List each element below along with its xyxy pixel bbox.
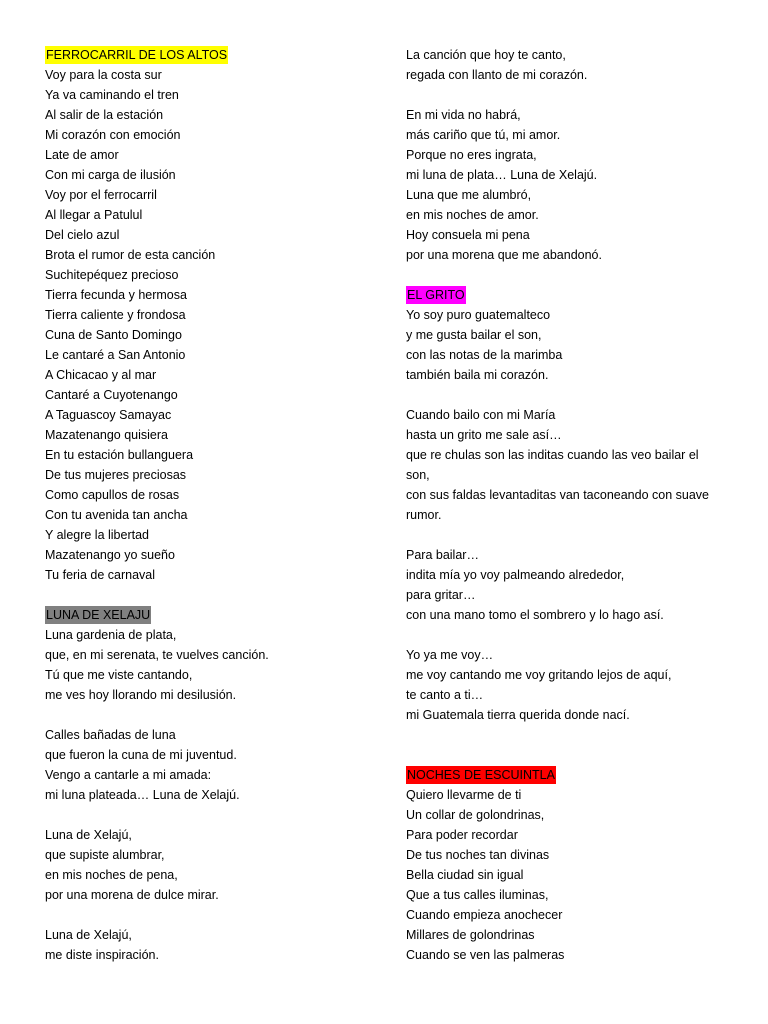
song-luna xyxy=(45,605,375,625)
lyric-line xyxy=(45,905,375,925)
lyric-line: Tierra caliente y frondosa xyxy=(45,308,186,322)
lyric-line: por una morena de dulce mirar. xyxy=(45,888,219,902)
lyric-line: Para bailar… xyxy=(406,548,479,562)
lyric-line xyxy=(406,385,726,405)
lyric-line: Late de amor xyxy=(45,148,119,162)
left-column xyxy=(45,45,375,965)
lyric-line: Del cielo azul xyxy=(45,228,120,242)
lyric-line: con sus faldas levantaditas van taconeando con suave xyxy=(406,488,709,502)
lyric-line: en mis noches de amor. xyxy=(406,208,539,222)
lyric-line xyxy=(406,745,726,765)
lyric-line: para gritar… xyxy=(406,588,476,602)
lyric-line: también baila mi corazón. xyxy=(406,368,549,382)
lyric-line: rumor. xyxy=(406,508,442,522)
lyric-line: Y alegre la libertad xyxy=(45,528,150,542)
lyric-line: mi Guatemala tierra querida donde nací. xyxy=(406,708,630,722)
song-title-ferrocarril: FERROCARRIL DE LOS ALTOS xyxy=(46,48,228,62)
song-lyrics-noches xyxy=(406,785,726,965)
lyric-line: Quiero llevarme de ti xyxy=(406,788,522,802)
lyric-line: Luna gardenia de plata, xyxy=(45,628,177,642)
lyric-line: Tú que me viste cantando, xyxy=(45,668,193,682)
lyric-line: De tus mujeres preciosas xyxy=(45,468,187,482)
lyric-line: Luna que me alumbró, xyxy=(406,188,532,202)
lyric-line: De tus noches tan divinas xyxy=(406,848,550,862)
lyric-line: A Taguascoy Samayac xyxy=(45,408,172,422)
lyric-line: Le cantaré a San Antonio xyxy=(45,348,186,362)
section-spacer xyxy=(406,265,726,285)
lyric-line: En tu estación bullanguera xyxy=(45,448,194,462)
right-column xyxy=(406,45,726,965)
song-title-grito: EL GRITO xyxy=(407,288,465,302)
lyric-line: más cariño que tú, mi amor. xyxy=(406,128,561,142)
lyric-line: Mi corazón con emoción xyxy=(45,128,181,142)
lyric-line: Con mi carga de ilusión xyxy=(45,168,176,182)
lyric-line: En mi vida no habrá, xyxy=(406,108,521,122)
lyric-line: Vengo a cantarle a mi amada: xyxy=(45,768,212,782)
song-lyrics-grito xyxy=(406,305,726,765)
lyric-line: que re chulas son las inditas cuando las veo bailar el xyxy=(406,448,699,462)
lyric-line: Yo soy puro guatemalteco xyxy=(406,308,551,322)
lyric-line: Con tu avenida tan ancha xyxy=(45,508,188,522)
lyric-line: Que a tus calles iluminas, xyxy=(406,888,549,902)
lyric-line: Luna de Xelajú, xyxy=(45,828,132,842)
lyric-line: Cuando empieza anochecer xyxy=(406,908,563,922)
lyric-line: que, en mi serenata, te vuelves canción. xyxy=(45,648,269,662)
lyric-line: Mazatenango yo sueño xyxy=(45,548,175,562)
lyric-line xyxy=(406,85,726,105)
lyric-line: Para poder recordar xyxy=(406,828,518,842)
lyric-line: Luna de Xelajú, xyxy=(45,928,132,942)
lyric-line: Suchitepéquez precioso xyxy=(45,268,179,282)
lyric-line: Mazatenango quisiera xyxy=(45,428,168,442)
song-title-noches: NOCHES DE ESCUINTLA xyxy=(407,768,555,782)
lyric-line: en mis noches de pena, xyxy=(45,868,178,882)
lyric-line: Al llegar a Patulul xyxy=(45,208,143,222)
lyric-line: con una mano tomo el sombrero y lo hago así. xyxy=(406,608,664,622)
lyric-line: son, xyxy=(406,468,430,482)
lyric-line xyxy=(45,705,375,725)
lyric-line: Cuna de Santo Domingo xyxy=(45,328,182,342)
lyric-line: Al salir de la estación xyxy=(45,108,164,122)
lyric-line: Calles bañadas de luna xyxy=(45,728,176,742)
lyric-line: Como capullos de rosas xyxy=(45,488,180,502)
lyric-line: Porque no eres ingrata, xyxy=(406,148,537,162)
lyric-line: Millares de golondrinas xyxy=(406,928,535,942)
lyric-line: A Chicacao y al mar xyxy=(45,368,157,382)
lyric-line: La canción que hoy te canto, xyxy=(406,48,566,62)
song-lyrics-luna xyxy=(45,625,375,965)
song-lyrics-ferrocarril xyxy=(45,65,375,585)
lyric-line: Voy para la costa sur xyxy=(45,68,162,82)
lyric-line: mi luna plateada… Luna de Xelajú. xyxy=(45,788,240,802)
lyric-line: Cantaré a Cuyotenango xyxy=(45,388,178,402)
lyric-line xyxy=(406,625,726,645)
lyric-line: Hoy consuela mi pena xyxy=(406,228,530,242)
lyric-line: y me gusta bailar el son, xyxy=(406,328,542,342)
song-grito xyxy=(406,285,726,305)
lyric-line: Tierra fecunda y hermosa xyxy=(45,288,187,302)
lyric-line: que supiste alumbrar, xyxy=(45,848,165,862)
song-noches xyxy=(406,765,726,785)
song-lyrics-luna-continued xyxy=(406,45,726,265)
lyric-line xyxy=(406,525,726,545)
lyric-line: Yo ya me voy… xyxy=(406,648,494,662)
lyric-line xyxy=(406,725,726,745)
lyric-line: Un collar de golondrinas, xyxy=(406,808,545,822)
lyric-line: Bella ciudad sin igual xyxy=(406,868,524,882)
lyric-line xyxy=(45,805,375,825)
lyric-line: con las notas de la marimba xyxy=(406,348,563,362)
lyric-line: por una morena que me abandonó. xyxy=(406,248,602,262)
lyric-line: me voy cantando me voy gritando lejos de aquí, xyxy=(406,668,672,682)
lyric-line: regada con llanto de mi corazón. xyxy=(406,68,588,82)
lyric-line: me diste inspiración. xyxy=(45,948,159,962)
lyric-line: indita mía yo voy palmeando alrededor, xyxy=(406,568,625,582)
lyric-line: Cuando bailo con mi María xyxy=(406,408,556,422)
lyric-line: Voy por el ferrocarril xyxy=(45,188,157,202)
lyric-line: mi luna de plata… Luna de Xelajú. xyxy=(406,168,598,182)
lyric-line: que fueron la cuna de mi juventud. xyxy=(45,748,237,762)
lyric-line: Cuando se ven las palmeras xyxy=(406,948,565,962)
song-title-luna: LUNA DE XELAJU xyxy=(46,608,151,622)
lyric-line: Ya va caminando el tren xyxy=(45,88,179,102)
section-spacer xyxy=(45,585,375,605)
lyric-line: Tu feria de carnaval xyxy=(45,568,156,582)
lyric-line: te canto a ti… xyxy=(406,688,484,702)
song-ferrocarril xyxy=(45,45,375,65)
lyric-line: Brota el rumor de esta canción xyxy=(45,248,216,262)
lyric-line: me ves hoy llorando mi desilusión. xyxy=(45,688,237,702)
lyric-line: hasta un grito me sale así… xyxy=(406,428,562,442)
